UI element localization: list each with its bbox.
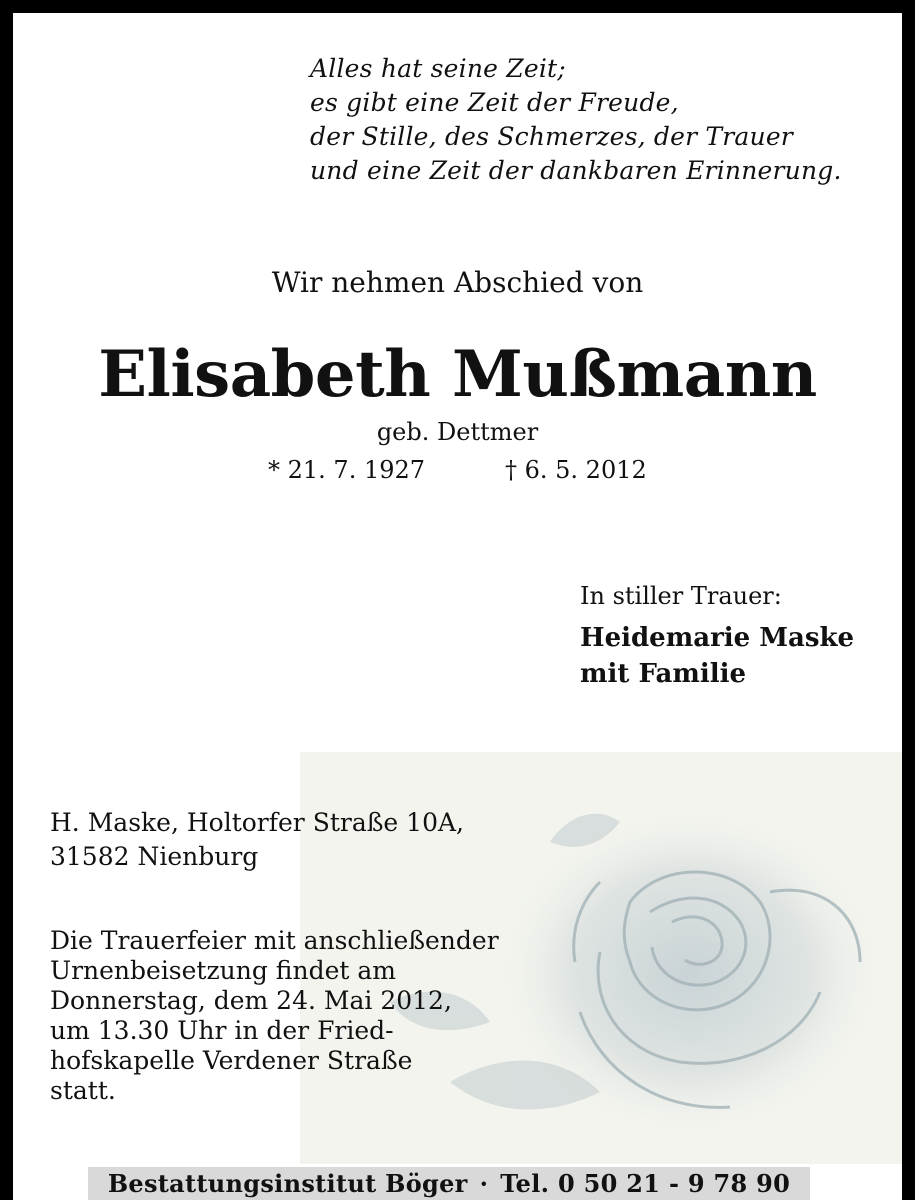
address-line: H. Maske, Holtorfer Straße 10A, bbox=[50, 808, 464, 837]
service-line: statt. bbox=[50, 1076, 116, 1105]
address-block bbox=[50, 806, 464, 874]
service-line: hofskapelle Verdener Straße bbox=[50, 1046, 413, 1075]
service-line: um 13.30 Uhr in der Fried- bbox=[50, 1016, 394, 1045]
deceased-name: Elisabeth Mußmann bbox=[98, 337, 817, 412]
born-name: geb. Dettmer bbox=[376, 418, 539, 446]
intro-text: Wir nehmen Abschied von bbox=[271, 266, 644, 299]
service-line: Die Trauerfeier mit anschließender bbox=[50, 926, 499, 955]
mourner-name: Heidemarie Maske bbox=[580, 623, 855, 653]
footer-bar bbox=[88, 1167, 810, 1200]
mourner-name: mit Familie bbox=[580, 659, 747, 689]
service-line: Donnerstag, dem 24. Mai 2012, bbox=[50, 986, 452, 1015]
mourners bbox=[580, 620, 854, 692]
footer-separator: · bbox=[479, 1169, 489, 1198]
address-line: 31582 Nienburg bbox=[50, 842, 259, 871]
poem-line: Alles hat seine Zeit; bbox=[310, 54, 566, 83]
service-info bbox=[50, 926, 499, 1106]
phone-number: Tel. 0 50 21 - 9 78 90 bbox=[500, 1169, 791, 1198]
poem-line: und eine Zeit der dankbaren Erinnerung. bbox=[310, 156, 842, 185]
service-line: Urnenbeisetzung findet am bbox=[50, 956, 396, 985]
birth-date: * 21. 7. 1927 bbox=[268, 456, 426, 484]
funeral-home-name: Bestattungsinstitut Böger bbox=[107, 1169, 468, 1198]
poem-line: es gibt eine Zeit der Freude, bbox=[310, 88, 679, 117]
poem bbox=[310, 52, 842, 188]
mourning-label: In stiller Trauer: bbox=[580, 582, 782, 610]
poem-line: der Stille, des Schmerzes, der Trauer bbox=[310, 122, 793, 151]
death-date: † 6. 5. 2012 bbox=[505, 456, 647, 484]
